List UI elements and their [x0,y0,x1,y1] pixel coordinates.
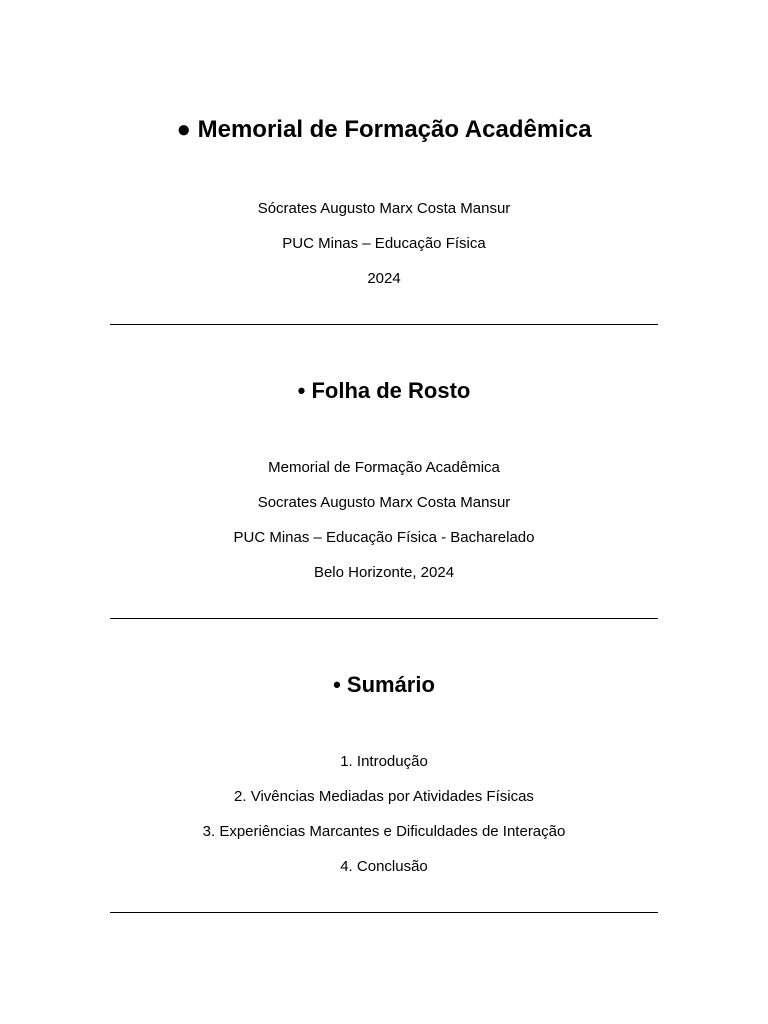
title-page-line: Belo Horizonte, 2024 [313,564,455,581]
cover-lines [110,200,658,288]
title-page-heading: • Folha de Rosto [297,378,471,403]
summary-item: 3. Experiências Marcantes e Dificuldades de Interação [202,823,566,840]
summary-item: 4. Conclusão [340,858,428,875]
summary-item: 1. Introdução [340,753,428,770]
title-page-lines [110,459,658,582]
institution: PUC Minas – Educação Física [282,235,486,252]
summary-heading: • Sumário [333,672,435,697]
title-page-line: Socrates Augusto Marx Costa Mansur [257,494,511,511]
divider-2 [110,618,658,619]
divider-1 [110,324,658,325]
title-page-line: PUC Minas – Educação Física - Bacharelado [233,529,535,546]
title-page-line: Memorial de Formação Acadêmica [268,459,500,476]
cover-title: ● Memorial de Formação Acadêmica [176,116,592,143]
summary-list [110,753,658,876]
title-page-section [110,378,658,582]
author-name: Sócrates Augusto Marx Costa Mansur [257,200,511,217]
summary-section [110,672,658,876]
year: 2024 [367,270,401,287]
summary-item: 2. Vivências Mediadas por Atividades Físicas [234,788,534,805]
cover-section [110,116,658,288]
divider-3 [110,912,658,913]
